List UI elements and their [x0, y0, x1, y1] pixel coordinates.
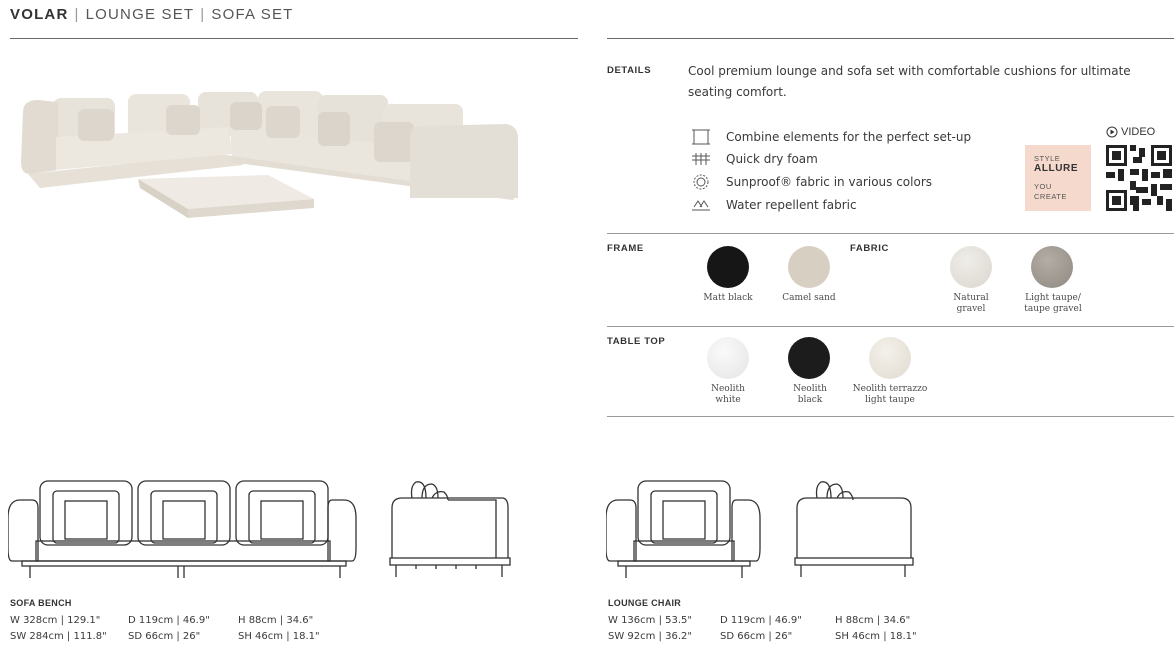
details-label: DETAILS [607, 65, 652, 76]
dimension: SW 92cm | 36.2" [608, 631, 692, 642]
dimension: SD 66cm | 26" [128, 631, 201, 642]
sofa-bench-title: SOFA BENCH [10, 598, 72, 608]
sun-icon [690, 173, 712, 191]
modular-frame-icon [690, 128, 712, 146]
crumb-lounge-set: LOUNGE SET [85, 6, 195, 23]
details-bottom-rule [607, 233, 1174, 234]
header-rule-left [10, 38, 578, 39]
dimension: SW 284cm | 111.8" [10, 631, 107, 642]
swatch-label: Natural gravel [953, 293, 989, 314]
water-repellent-icon [690, 196, 712, 214]
swatch-neolith-terrazzo[interactable] [869, 337, 911, 379]
swatch-label: Camel sand [782, 293, 836, 303]
details-top-rule [607, 38, 1174, 39]
sofa-set-photo [18, 82, 528, 237]
swatch-neolith-white[interactable] [707, 337, 749, 379]
dimension: W 328cm | 129.1" [10, 615, 101, 626]
feature-item: Combine elements for the perfect set-up [690, 128, 971, 146]
dimension: W 136cm | 53.5" [608, 615, 692, 626]
sofa-bench-front-drawing [8, 478, 358, 583]
feature-item: Sunproof® fabric in various colors [690, 173, 932, 191]
fabric-label: FABRIC [850, 243, 889, 254]
table-top-label: TABLE TOP [607, 336, 666, 347]
quick-dry-icon [690, 150, 712, 168]
dimension: SH 46cm | 18.1" [835, 631, 917, 642]
swatch-label: Matt black [703, 293, 753, 303]
table-top-bottom-rule [607, 416, 1174, 417]
details-description: Cool premium lounge and sofa set with comfortable cushions for ultimate seating comfort. [688, 64, 1131, 99]
frame-label: FRAME [607, 243, 644, 254]
sofa-bench-side-drawing [386, 478, 512, 583]
swatch-label: Neolith black [793, 384, 827, 405]
video-link[interactable]: VIDEO [1106, 126, 1155, 138]
dimension: D 119cm | 46.9" [128, 615, 210, 626]
feature-item: Water repellent fabric [690, 196, 857, 214]
swatch-natural-gravel[interactable] [950, 246, 992, 288]
dimension: SH 46cm | 18.1" [238, 631, 320, 642]
swatch-neolith-black[interactable] [788, 337, 830, 379]
style-allure-badge: STYLE ALLURE YOU CREATE [1025, 145, 1091, 211]
lounge-chair-front-drawing [606, 478, 762, 583]
frame-bottom-rule [607, 326, 1174, 327]
lounge-chair-side-drawing [791, 478, 917, 583]
brand-name: VOLAR [10, 6, 69, 23]
swatch-label: Light taupe/ taupe gravel [1024, 293, 1082, 314]
swatch-label: Neolith white [711, 384, 745, 405]
lounge-chair-title: LOUNGE CHAIR [608, 598, 682, 608]
swatch-matt-black[interactable] [707, 246, 749, 288]
dimension: H 88cm | 34.6" [835, 615, 911, 626]
crumb-sofa-set: SOFA SET [211, 6, 294, 23]
swatch-label: Neolith terrazzo light taupe [852, 384, 928, 405]
dimension: SD 66cm | 26" [720, 631, 793, 642]
breadcrumb: VOLAR | LOUNGE SET | SOFA SET [10, 6, 294, 23]
dimension: D 119cm | 46.9" [720, 615, 802, 626]
dimension: H 88cm | 34.6" [238, 615, 314, 626]
qr-code[interactable] [1106, 145, 1172, 211]
feature-item: Quick dry foam [690, 150, 818, 168]
swatch-camel-sand[interactable] [788, 246, 830, 288]
play-icon [1106, 126, 1118, 138]
swatch-taupe-gravel[interactable] [1031, 246, 1073, 288]
